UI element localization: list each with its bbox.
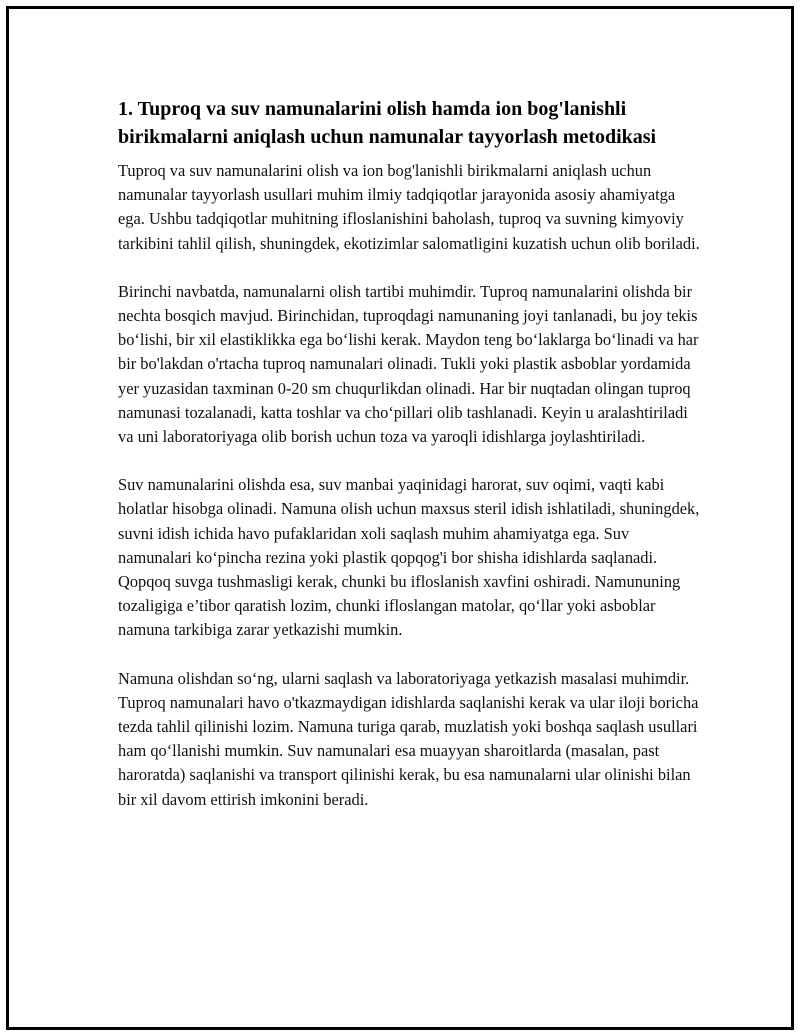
- section-heading: 1. Tuproq va suv namunalarini olish hamda ion bog'lanishli birikmalarni aniqlash uchun namunalar tayyorlash metodikasi: [118, 98, 657, 148]
- document-body: [118, 95, 703, 812]
- paragraph-intro: Tuproq va suv namunalarini olish va ion bog'lanishli birikmalarni aniqlash uchun namunalar tayyorlash usullari muhim ilmiy tadqiqotlar jarayonida asosiy ahamiyatga ega. Ushbu tadqiqotlar muhitning ifloslanishini baholash, tuproq va suvning kimyoviy tarkibini tahlil qilish, shuningdek, ekotizimlar salomatligini kuzatish uchun olib boriladi.: [118, 161, 700, 253]
- paragraph-water-sampling: Suv namunalarini olishda esa, suv manbai yaqinidagi harorat, suv oqimi, vaqti kabi holatlar hisobga olinadi. Namuna olish uchun maxsus steril idish ishlatiladi, shuningdek, suvni idish ichida havo pufaklaridan xoli saqlash muhim ahamiyatga ega. Suv namunalari ko‘pincha rezina yoki plastik qopqog'i bor shisha idishlarda saqlanadi. Qopqoq suvga tushmasligi kerak, chunki bu ifloslanish xavfini oshiradi. Namununing tozaligiga e’tibor qaratish lozim, chunki ifloslangan matolar, qo‘llar yoki asboblar namuna tarkibiga zarar yetkazishi mumkin.: [118, 475, 700, 640]
- page-frame: [6, 6, 794, 1030]
- paragraph-storage-transport: Namuna olishdan so‘ng, ularni saqlash va laboratoriyaga yetkazish masalasi muhimdir. Tuproq namunalari havo o'tkazmaydigan idishlarda saqlanishi kerak va ular iloji boricha tezda tahlil qilinishi lozim. Namuna turiga qarab, muzlatish yoki boshqa saqlash usullari ham qo‘llanishi mumkin. Suv namunalari esa muayyan sharoitlarda (masalan, past haroratda) saqlanishi va transport qilinishi kerak, bu esa namunalarni ular olinishi bilan bir xil davom ettirish imkonini beradi.: [118, 668, 699, 809]
- paragraph-soil-sampling: Birinchi navbatda, namunalarni olish tartibi muhimdir. Tuproq namunalarini olishda bir nechta bosqich mavjud. Birinchidan, tuproqdagi namunaning joyi tanlanadi, bu joy tekis bo‘lishi, bir xil elastiklikka ega bo‘lishi kerak. Maydon teng bo‘laklarga bo‘linadi va har bir bo'lakdan o'rtacha tuproq namunalari olinadi. Tukli yoki plastik asboblar yordamida yer yuzasidan taxminan 0-20 sm chuqurlikdan olinadi. Har bir nuqtadan olingan tuproq namunasi tozalanadi, katta toshlar va cho‘pillari olib tashlanadi. Keyin u aralashtiriladi va uni laboratoriyaga olib borish uchun toza va yaroqli idishlarga joylashtiriladi.: [118, 281, 699, 447]
